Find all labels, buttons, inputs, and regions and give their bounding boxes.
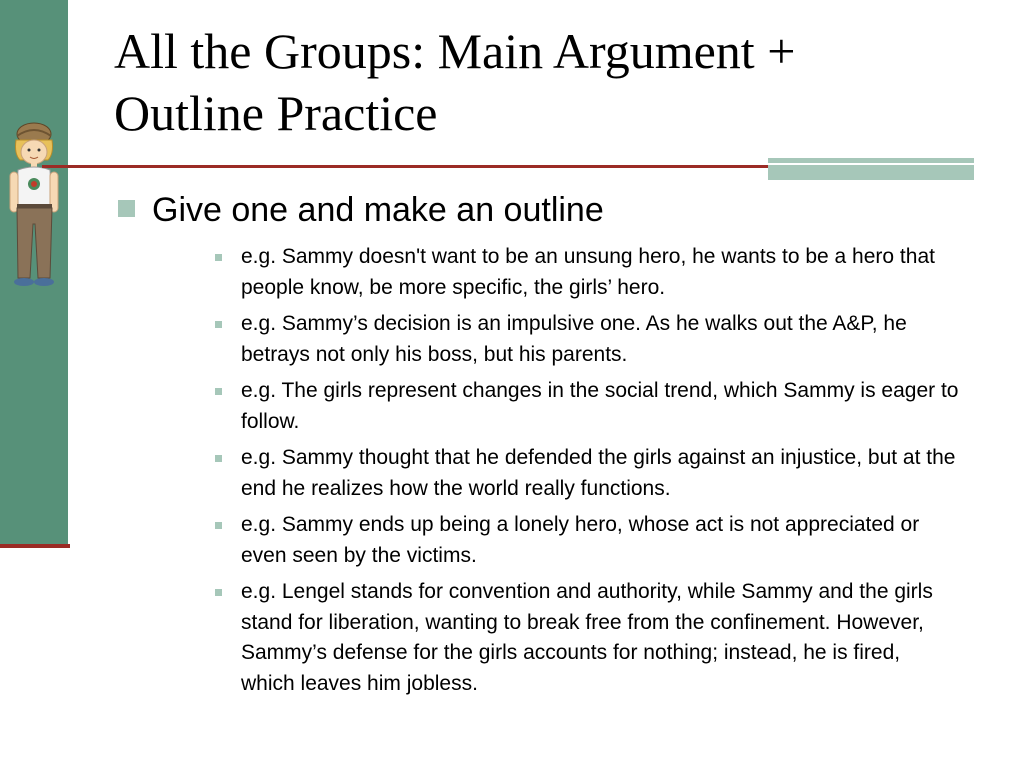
- sub-bullet-text: e.g. Lengel stands for convention and authority, while Sammy and the girls stand for liberation, wanting to break free from the confinement. However, Sammy’s defense for the girls accounts for nothing; instead, he is fired, which leaves him jobless.: [241, 580, 933, 695]
- sub-bullet-list: [114, 242, 984, 699]
- slide-body: [114, 190, 984, 705]
- sub-bullet-item: [114, 577, 959, 699]
- sub-bullet-item: [114, 309, 959, 370]
- title-divider: [42, 165, 768, 168]
- square-bullet-icon: [215, 455, 222, 462]
- square-bullet-icon: [215, 388, 222, 395]
- sub-bullet-text: e.g. Sammy thought that he defended the girls against an injustice, but at the end he realizes how the world really functions.: [241, 446, 956, 500]
- sub-bullet-text: e.g. Sammy ends up being a lonely hero, whose act is not appreciated or even seen by the victims.: [241, 513, 920, 567]
- slide-title-line-1: All the Groups: Main Argument +: [114, 23, 796, 79]
- sub-bullet-item: [114, 510, 959, 571]
- sub-bullet-text: e.g. Sammy’s decision is an impulsive one. As he walks out the A&P, he betrays not only his boss, but his parents.: [241, 312, 907, 366]
- square-bullet-icon: [215, 254, 222, 261]
- corner-decoration: [768, 158, 974, 180]
- cartoon-boy-icon: [6, 120, 62, 292]
- sub-bullet-item: [114, 376, 959, 437]
- sub-bullet-text: e.g. Sammy doesn't want to be an unsung hero, he wants to be a hero that people know, be more specific, the girls’ hero.: [241, 245, 935, 299]
- sub-bullet-item: [114, 443, 959, 504]
- square-bullet-icon: [215, 589, 222, 596]
- slide-title: [114, 20, 994, 144]
- sub-bullet-item: [114, 242, 959, 303]
- square-bullet-icon: [215, 522, 222, 529]
- square-bullet-icon: [118, 200, 135, 217]
- corner-stripe: [768, 165, 974, 180]
- main-bullet: [114, 190, 984, 230]
- main-bullet-text: Give one and make an outline: [152, 191, 604, 229]
- left-band-rule: [0, 544, 70, 548]
- square-bullet-icon: [215, 321, 222, 328]
- slide-title-line-2: Outline Practice: [114, 85, 438, 141]
- corner-stripe: [768, 158, 974, 163]
- sub-bullet-text: e.g. The girls represent changes in the social trend, which Sammy is eager to follow.: [241, 379, 959, 433]
